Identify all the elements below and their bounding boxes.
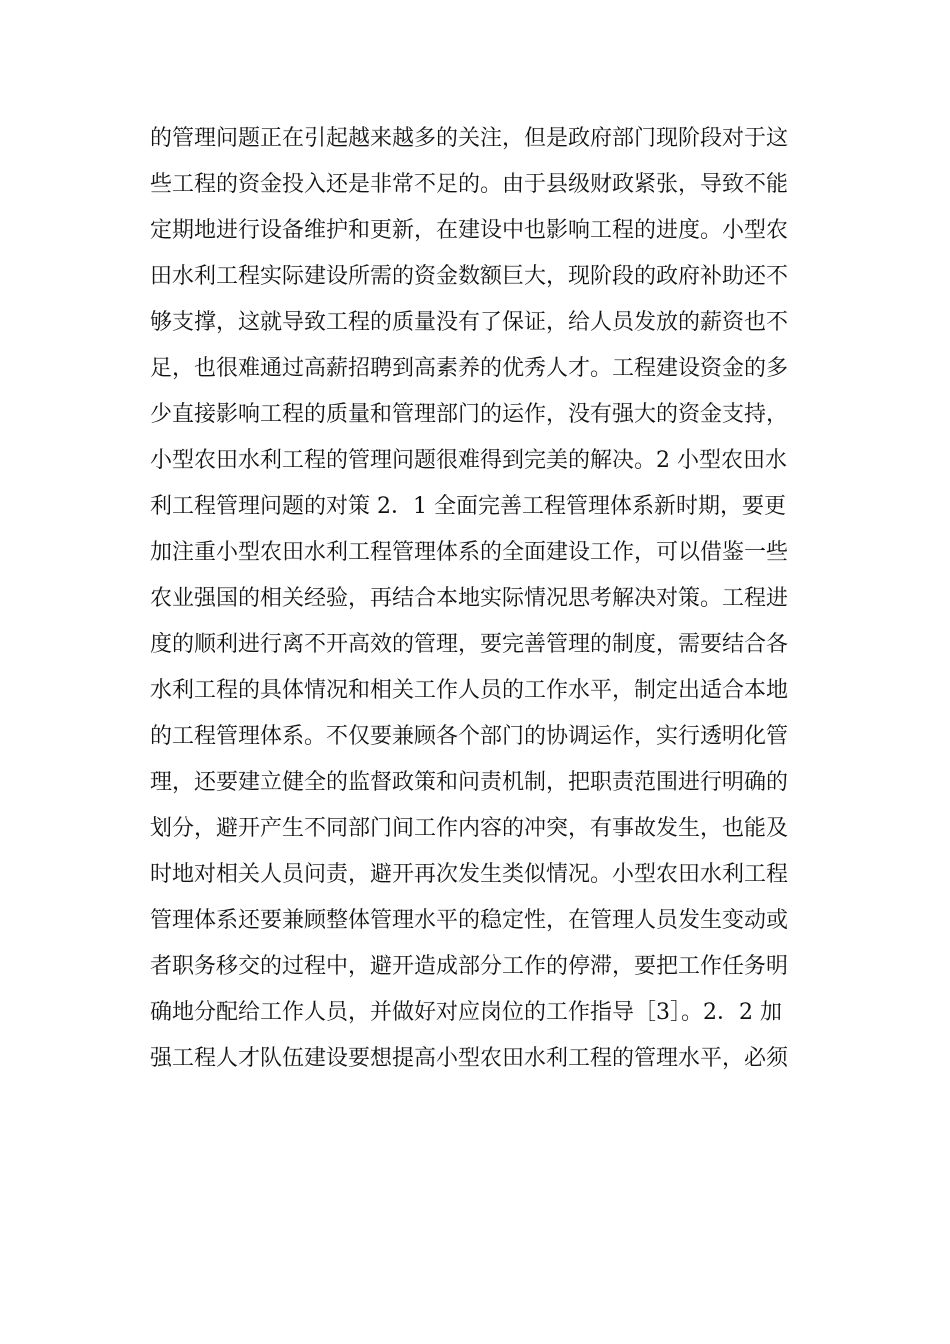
text-line: 加注重小型农田水利工程管理体系的全面建设工作，可以借鉴一些 (150, 540, 789, 565)
text-line: 农业强国的相关经验，再结合本地实际情况思考解决对策。工程进 (150, 586, 789, 611)
text-line: 水利工程的具体情况和相关工作人员的工作水平，制定出适合本地 (150, 678, 789, 703)
text-line: 理，还要建立健全的监督政策和问责机制，把职责范围进行明确的 (150, 770, 789, 795)
text-line: 的工程管理体系。不仅要兼顾各个部门的协调运作，实行透明化管 (150, 724, 789, 749)
text-line: 利工程管理问题的对策 2．1 全面完善工程管理体系新时期，要更 (150, 494, 786, 519)
text-line: 够支撑，这就导致工程的质量没有了保证，给人员发放的薪资也不 (150, 310, 789, 335)
text-line: 些工程的资金投入还是非常不足的。由于县级财政紧张，导致不能 (150, 172, 789, 197)
text-line: 强工程人才队伍建设要想提高小型农田水利工程的管理水平，必须 (150, 1046, 789, 1071)
text-line: 者职务移交的过程中，避开造成部分工作的停滞，要把工作任务明 (150, 954, 789, 979)
text-line: 确地分配给工作人员，并做好对应岗位的工作指导［3］。2．2 加 (150, 1000, 782, 1025)
text-line: 田水利工程实际建设所需的资金数额巨大，现阶段的政府补助还不 (150, 264, 789, 289)
text-line: 少直接影响工程的质量和管理部门的运作，没有强大的资金支持， (150, 402, 789, 427)
body-text (150, 116, 810, 1082)
text-line: 的管理问题正在引起越来越多的关注，但是政府部门现阶段对于这 (150, 126, 789, 151)
text-line: 足，也很难通过高薪招聘到高素养的优秀人才。工程建设资金的多 (150, 356, 789, 381)
text-line: 定期地进行设备维护和更新，在建设中也影响工程的进度。小型农 (150, 218, 789, 243)
text-line: 时地对相关人员问责，避开再次发生类似情况。小型农田水利工程 (150, 862, 789, 887)
text-line: 管理体系还要兼顾整体管理水平的稳定性，在管理人员发生变动或 (150, 908, 789, 933)
text-line: 划分，避开产生不同部门间工作内容的冲突，有事故发生，也能及 (150, 816, 789, 841)
text-line: 度的顺利进行离不开高效的管理，要完善管理的制度，需要结合各 (150, 632, 789, 657)
text-line: 小型农田水利工程的管理问题很难得到完美的解决。2 小型农田水 (150, 448, 787, 473)
